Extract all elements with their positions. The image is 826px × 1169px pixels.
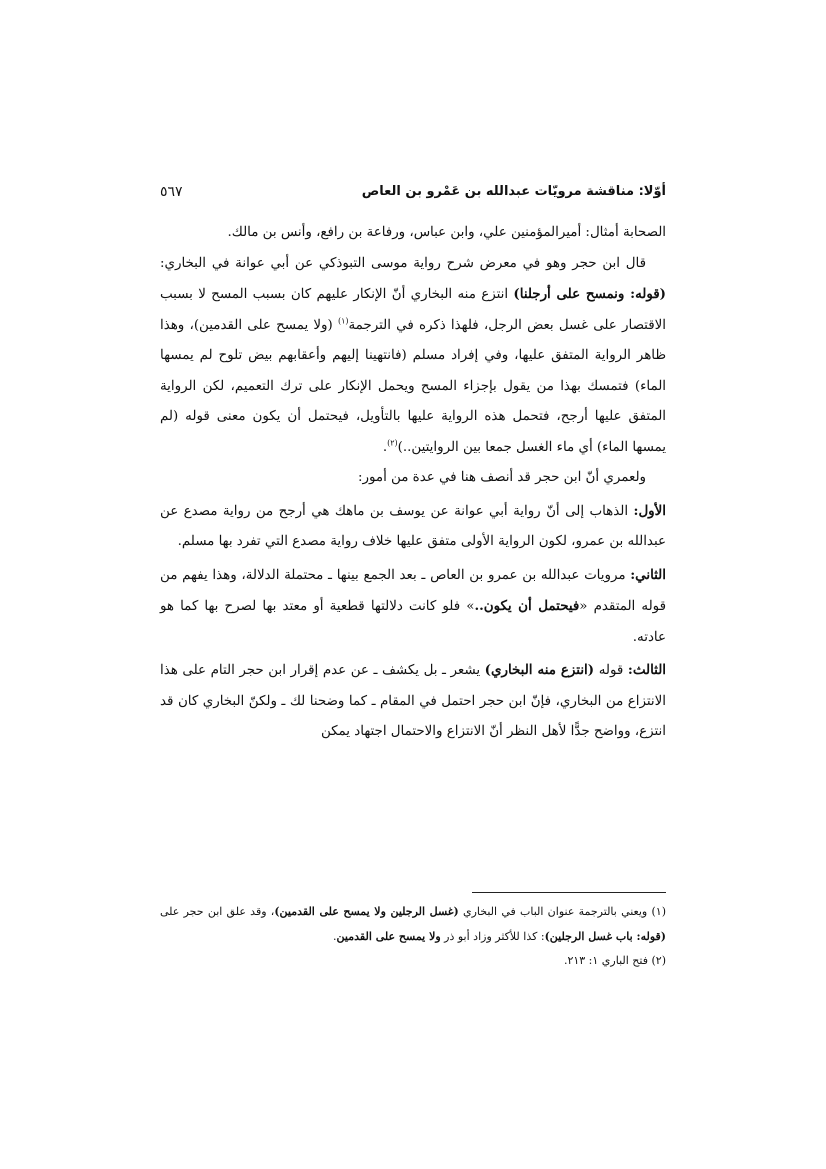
footnote-bold: (غسل الرجلين ولا يمسح على القدمين): [274, 905, 459, 918]
footnote-bold: ولا يمسح على القدمين: [336, 929, 441, 943]
paragraph-second-point: [160, 560, 666, 654]
paragraph-matters-intro: [160, 463, 666, 494]
point-label: الثاني:: [630, 566, 666, 583]
running-head: أوّلا: مناقشة مرويّات عبدالله بن عَمْرو بن العاص: [361, 184, 666, 199]
paragraph-text: مرويات عبدالله بن عمرو بن العاص ـ بعد الجمع بينها ـ محتملة الدلالة، وهذا يفهم من قوله المتقدم «: [160, 567, 666, 614]
footnote-text: ، وقد علق ابن حجر على: [160, 905, 275, 918]
paragraph-companions: [160, 218, 666, 249]
paragraph-ibn-hajar-quote: [160, 249, 666, 464]
point-label: الأول:: [633, 502, 666, 519]
footnote-bold: (قوله: باب غسل الرجلين): [544, 929, 666, 943]
paragraph-text: .: [382, 439, 388, 455]
paragraph-text: انتزع منه البخاري أنّ الإنكار عليهم كان بسبب المسح لا بسبب الاقتصار على غسل بعض الرجل، فلهذا ذكره في الترجمة: [160, 287, 666, 333]
footnotes: [160, 900, 666, 974]
footnote-number: (٢): [651, 954, 666, 967]
footnote-text: ويعني بالترجمة عنوان الباب في البخاري: [458, 905, 652, 918]
footnote-ref-2[interactable]: (٢): [387, 438, 398, 448]
bold-quote: (قوله: ونمسح على أرجلنا): [513, 286, 666, 302]
footnote-separator: [472, 892, 666, 893]
point-label: الثالث:: [627, 662, 666, 678]
paragraph-first-point: [160, 496, 666, 558]
paragraph-text: ولعمري أنّ ابن حجر قد أنصف هنا في عدة من أمور:: [358, 470, 646, 485]
footnote-number: (١): [651, 905, 666, 918]
footnote-1: [160, 900, 666, 949]
paragraph-third-point: [160, 655, 666, 748]
page-header: [160, 184, 666, 206]
footnote-text: .: [333, 929, 337, 943]
footnote-ref-1[interactable]: (١): [337, 316, 349, 326]
paragraph-text: الصحابة أمثال: أميرالمؤمنين علي، وابن عباس، ورفاعة بن رافع، وأنس بن مالك.: [227, 225, 666, 240]
paragraph-text: قال ابن حجر وهو في معرض شرح رواية موسى التبوذكي عن أبي عوانة في البخاري:: [160, 255, 646, 271]
footnote-2: [160, 949, 666, 974]
page-number: ٥٦٧: [160, 184, 183, 200]
paragraph-text: قوله: [594, 663, 628, 678]
bold-quote: (انتزع منه البخاري): [484, 662, 595, 678]
main-text: [160, 218, 666, 748]
paragraph-text: الذهاب إلى أنّ رواية أبي عوانة عن يوسف بن ماهك هي أرجح من رواية مصدع عن عبدالله بن عمرو، لكون الرواية الأولى متفق عليها خلاف رواية مصدع التي تفرد بها مسلم.: [160, 503, 666, 549]
footnote-text: : كذا للأكثر وزاد أبو ذر: [440, 929, 545, 943]
bold-quote: فيحتمل أن يكون..: [474, 598, 580, 614]
paragraph-text: » فلو كانت دلالتها قطعية أو معتد بها لصرح بها كما هو عادته.: [160, 599, 666, 645]
footnote-text: فتح الباري ١: ٢١٣.: [563, 954, 652, 967]
paragraph-text: يشعر ـ بل يكشف ـ عن عدم إقرار ابن حجر التام على هذا الانتزاع من البخاري، فإنّ ابن حجر احتمل في المقام ـ كما وضحنا لك ـ ولكنّ البخاري كان قد انتزع، وواضح جدًّا لأهل النظر أنّ الانتزاع والاحتمال اجتهاد يمكن: [160, 663, 666, 739]
paragraph-text: (ولا يمسح على القدمين)، وهذا ظاهر الرواية المتفق عليها، وفي إفراد مسلم (فانتهينا إليهم وأعقابهم بيض تلوح لم يمسها الماء) فتمسك بهذا من يقول بإجزاء المسح ويحمل الإنكار على ترك التعميم، لكن الرواية المتفق عليها أرجح، فتحمل هذه الرواية عليها بالتأويل، فيحتمل أن يكون معنى قوله (لم يمسها الماء) أي ماء الغسل جمعا بين الروايتين..): [160, 317, 666, 455]
